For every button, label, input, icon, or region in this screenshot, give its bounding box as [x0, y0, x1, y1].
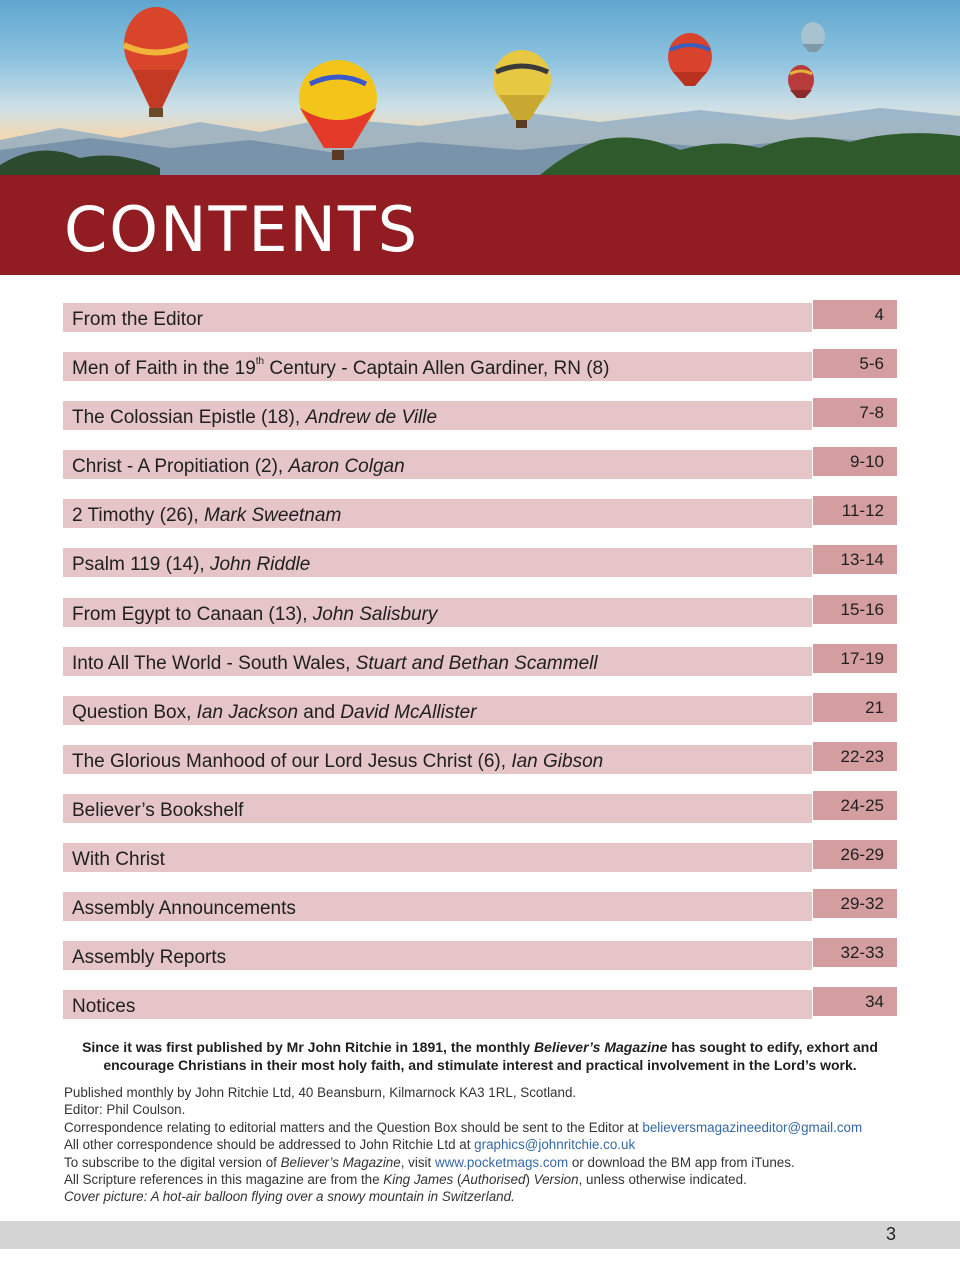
table-of-contents: [63, 300, 897, 1036]
toc-item[interactable]: [63, 938, 897, 968]
toc-pages: 32-33: [813, 938, 897, 967]
toc-item[interactable]: [63, 644, 897, 674]
publication-info: [64, 1084, 904, 1206]
toc-title: Question Box, Ian Jackson and David McAllister: [63, 696, 812, 725]
toc-pages: 11-12: [813, 496, 897, 525]
toc-title: From Egypt to Canaan (13), John Salisbury: [63, 598, 812, 627]
toc-item[interactable]: [63, 595, 897, 625]
editor-line: Editor: Phil Coulson.: [64, 1102, 186, 1118]
toc-title: The Glorious Manhood of our Lord Jesus Christ (6), Ian Gibson: [63, 745, 812, 774]
toc-item[interactable]: [63, 840, 897, 870]
publisher-line: Published monthly by John Ritchie Ltd, 40 Beansburn, Kilmarnock KA3 1RL, Scotland.: [64, 1085, 577, 1100]
toc-item[interactable]: [63, 398, 897, 428]
toc-pages: 34: [813, 987, 897, 1016]
correspondence-line: Correspondence relating to editorial matters and the Question Box should be sent to the Editor at believersmagazineeditor@gmail.com: [64, 1119, 863, 1135]
graphics-email-link[interactable]: graphics@johnritchie.co.uk: [474, 1137, 636, 1153]
toc-author: Ian Jackson: [196, 701, 299, 723]
hot-air-balloons-icon: [0, 0, 960, 175]
toc-pages: 7-8: [813, 398, 897, 427]
toc-pages: 9-10: [813, 447, 897, 476]
subscribe-line: To subscribe to the digital version of Believer’s Magazine, visit www.pocketmags.com or download the BM app from iTunes.: [64, 1154, 795, 1170]
toc-author: John Riddle: [209, 554, 311, 576]
toc-title: With Christ: [63, 843, 812, 872]
toc-pages: 22-23: [813, 742, 897, 771]
toc-item[interactable]: [63, 447, 897, 477]
page-title: CONTENTS: [64, 193, 420, 266]
other-correspondence-line: All other correspondence should be addressed to John Ritchie Ltd at graphics@johnritchie.co.uk: [64, 1137, 636, 1153]
toc-title: Psalm 119 (14), John Riddle: [63, 548, 812, 577]
editor-email-link[interactable]: believersmagazineeditor@gmail.com: [642, 1119, 863, 1135]
toc-author: Stuart and Bethan Scammell: [355, 652, 598, 674]
toc-item[interactable]: [63, 791, 897, 821]
toc-item[interactable]: [63, 496, 897, 526]
toc-pages: 24-25: [813, 791, 897, 820]
toc-title: Christ - A Propitiation (2), Aaron Colgan: [63, 450, 812, 479]
toc-author: Andrew de Ville: [305, 407, 438, 429]
toc-title: 2 Timothy (26), Mark Sweetnam: [63, 499, 812, 528]
toc-author: Mark Sweetnam: [204, 505, 342, 527]
toc-author: Aaron Colgan: [288, 456, 405, 478]
toc-item[interactable]: [63, 742, 897, 772]
toc-title: Notices: [63, 990, 812, 1019]
toc-author: David McAllister: [340, 701, 477, 723]
toc-pages: 4: [813, 300, 897, 329]
toc-title: Into All The World - South Wales, Stuart and Bethan Scammell: [63, 647, 812, 676]
toc-pages: 17-19: [813, 644, 897, 673]
toc-pages: 21: [813, 693, 897, 722]
header-photo: [0, 0, 960, 175]
pocketmags-link[interactable]: www.pocketmags.com: [434, 1154, 569, 1170]
contents-banner: [0, 175, 960, 275]
toc-item[interactable]: [63, 300, 897, 330]
toc-title: Believer’s Bookshelf: [63, 794, 812, 823]
toc-author: Ian Gibson: [511, 750, 604, 772]
toc-pages: 15-16: [813, 595, 897, 624]
scripture-line: All Scripture references in this magazine are from the King James (Authorised) Version, unless otherwise indicated.: [64, 1172, 747, 1188]
toc-item[interactable]: [63, 545, 897, 575]
page-number: 3: [885, 1224, 896, 1244]
toc-pages: 29-32: [813, 889, 897, 918]
toc-title: The Colossian Epistle (18), Andrew de Ville: [63, 401, 812, 430]
mission-statement: Since it was first published by Mr John Ritchie in 1891, the monthly Believer’s Magazine has sought to edify, exhort and encourage Christians in their most holy faith, and stimulate interest and practical involvement in the Lord’s work.: [82, 1039, 878, 1073]
toc-item[interactable]: [63, 693, 897, 723]
toc-title: From the Editor: [63, 303, 812, 332]
toc-pages: 26-29: [813, 840, 897, 869]
toc-author: John Salisbury: [312, 603, 438, 625]
toc-item[interactable]: [63, 349, 897, 379]
toc-title: Men of Faith in the 19th Century - Captain Allen Gardiner, RN (8): [63, 352, 812, 381]
toc-pages: 13-14: [813, 545, 897, 574]
page-footer: [0, 1221, 960, 1249]
toc-item[interactable]: [63, 889, 897, 919]
toc-pages: 5-6: [813, 349, 897, 378]
toc-title: Assembly Reports: [63, 941, 812, 970]
toc-title: Assembly Announcements: [63, 892, 812, 921]
toc-item[interactable]: [63, 987, 897, 1017]
cover-caption: Cover picture: A hot-air balloon flying over a snowy mountain in Switzerland.: [64, 1189, 515, 1205]
